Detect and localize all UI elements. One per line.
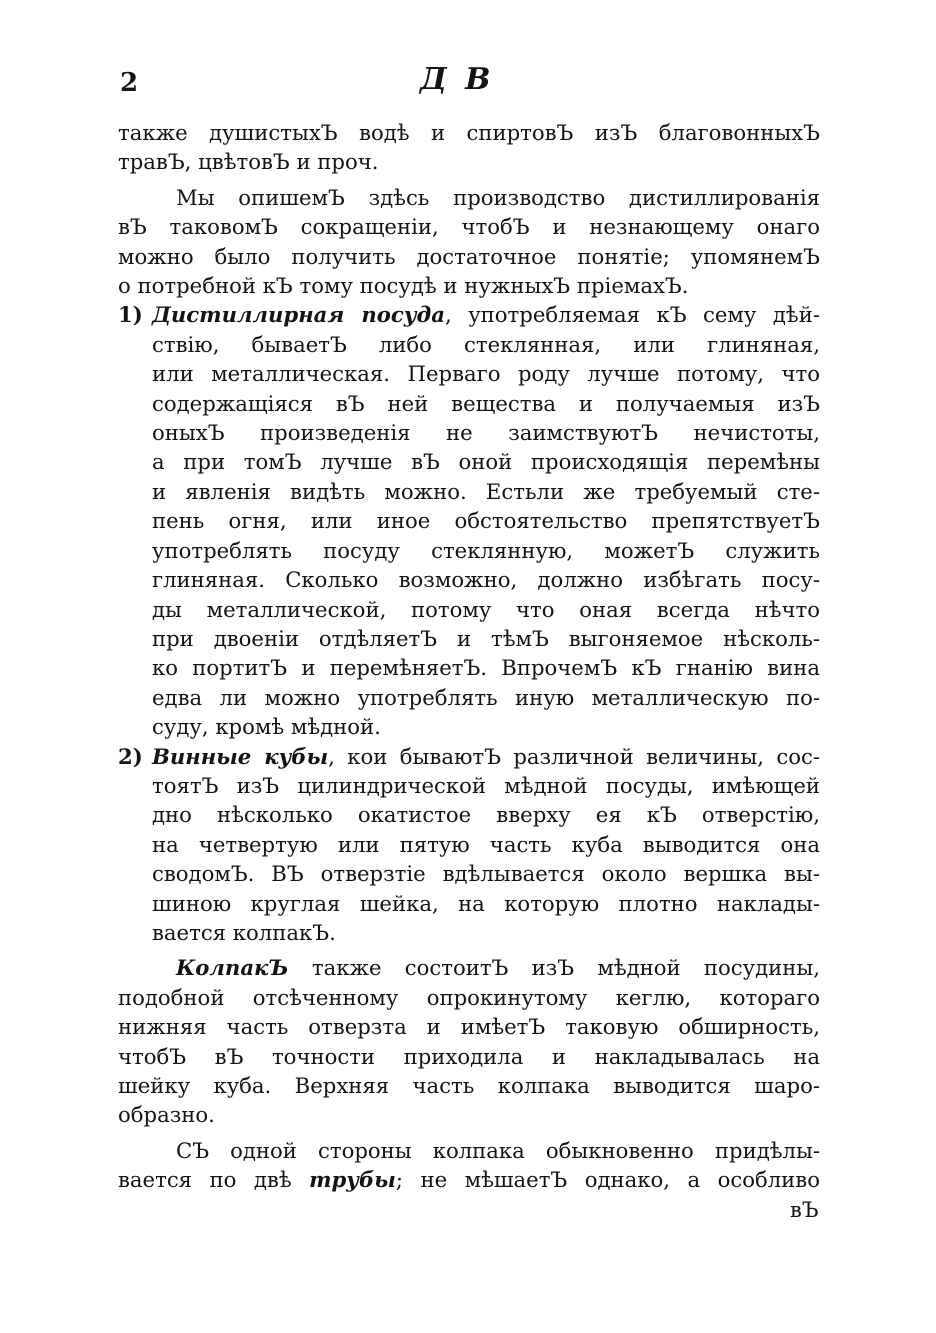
- paragraph-2-line: о потребной кЪ тому посудѣ и нужныхЪ пріемахЪ.: [118, 273, 689, 299]
- paragraph-4-second-line-start: вается по двѣ: [118, 1167, 310, 1193]
- item-2-first-line-rest: , кои бываютЪ различной величины, сос-: [328, 743, 821, 769]
- item-2-number: 2): [118, 743, 143, 769]
- page-number: 2: [120, 68, 139, 98]
- paragraph-4-first-line-text: СЪ одной стороны колпака обыкновенно придѣлы-: [176, 1137, 820, 1163]
- item-1-first-line-rest: , употребляемая кЪ сему дѣй-: [444, 302, 820, 328]
- item-1-line: едва ли можно употреблять иную металлическую по-: [152, 684, 820, 710]
- item-1-line: и явленія видѣть можно. Естьли же требуемый сте-: [152, 478, 820, 504]
- item-1-line: содержащіяся вЪ ней вещества и получаемыя изЪ: [152, 390, 820, 416]
- paragraph-4-first-line: [118, 1136, 820, 1165]
- item-2-line: тоятЪ изЪ цилиндрической мѣдной посуды, имѣющей: [152, 772, 820, 798]
- item-1-number: 1): [118, 302, 143, 328]
- item-1-term: Дистиллирная посуда: [152, 302, 445, 328]
- paragraph-3-line: подобной отсѣченному опрокинутому кеглю, котораго: [118, 984, 820, 1010]
- paragraph-3-first-line-rest: также состоитЪ изЪ мѣдной посудины,: [288, 955, 820, 981]
- item-1-line: или металлическая. Перваго роду лучше потому, что: [152, 361, 820, 387]
- item-1-line: суду, кромѣ мѣдной.: [152, 714, 381, 740]
- item-1-line: оныхЪ произведенія не заимствуютЪ нечистоты,: [152, 420, 820, 446]
- paragraph-4-term: трубы: [309, 1167, 396, 1193]
- item-2-line: на четвертую или пятую часть куба выводится она: [152, 831, 820, 857]
- item-1-line: глиняная. Сколько возможно, должно избѣгать посу-: [152, 567, 820, 593]
- paragraph-1-line: также душистыхЪ водѣ и спиртовЪ изЪ благовонныхЪ: [118, 120, 820, 145]
- catchword: вЪ: [790, 1198, 819, 1222]
- paragraph-3-line: образно.: [118, 1102, 215, 1128]
- paragraph-3-line: шейку куба. Верхняя часть колпака выводится шаро-: [118, 1073, 820, 1098]
- paragraph-3-line: нижняя часть отверзта и имѣетЪ таковую обширность,: [118, 1014, 820, 1040]
- running-head: Д В: [420, 62, 495, 97]
- item-1-line: ды металлической, потому что оная всегда нѣчто: [152, 596, 820, 622]
- item-1-line: при двоеніи отдѣляетЪ и тѣмЪ выгоняемое нѣсколь-: [152, 625, 820, 651]
- paragraph-3-line: чтобЪ вЪ точности приходила и накладывалась на: [118, 1043, 820, 1069]
- item-1-line: а при томЪ лучше вЪ оной происходящія перемѣны: [152, 449, 820, 475]
- item-2-line: вается колпакЪ.: [152, 919, 336, 945]
- item-1-line: ствію, бываетЪ либо стеклянная, или глиняная,: [152, 331, 820, 357]
- paragraph-3-first-line: [118, 953, 820, 982]
- paragraph-2-line: можно было получить достаточное понятіе; упомянемЪ: [118, 243, 820, 269]
- item-2-term: Винные кубы: [152, 743, 329, 769]
- item-1-line: ко портитЪ и перемѣняетЪ. ВпрочемЪ кЪ гнанію вина: [152, 655, 820, 681]
- paragraph-4-second-line-rest: ; не мѣшаетЪ однако, а особливо: [395, 1167, 820, 1193]
- paragraph-3-term: КолпакЪ: [176, 955, 289, 981]
- page-header: [118, 62, 818, 102]
- item-1-line: пень огня, или иное обстоятельство препятствуетЪ: [152, 508, 820, 534]
- item-2-line: шиною круглая шейка, на которую плотно наклады-: [152, 890, 820, 916]
- item-2-line: сводомЪ. ВЪ отверзтіе вдѣлывается около вершка вы-: [152, 861, 820, 887]
- item-1-first-line: [118, 300, 820, 329]
- paragraph-2-line: [118, 183, 820, 212]
- item-2-first-line: [118, 742, 820, 771]
- body-text: [118, 118, 820, 1195]
- item-2-line: дно нѣсколько окатистое вверху ея кЪ отверстію,: [152, 802, 820, 828]
- paragraph-4-second-line: [118, 1165, 820, 1194]
- paragraph-1-line: травЪ, цвѣтовЪ и проч.: [118, 149, 379, 175]
- paragraph-2-line-text: Мы опишемЪ здѣсь производство дистиллированія: [176, 184, 820, 210]
- item-1-line: употреблять посуду стеклянную, можетЪ служить: [152, 537, 820, 563]
- paragraph-2-line: вЪ таковомЪ сокращеніи, чтобЪ и незнающему онаго: [118, 214, 820, 240]
